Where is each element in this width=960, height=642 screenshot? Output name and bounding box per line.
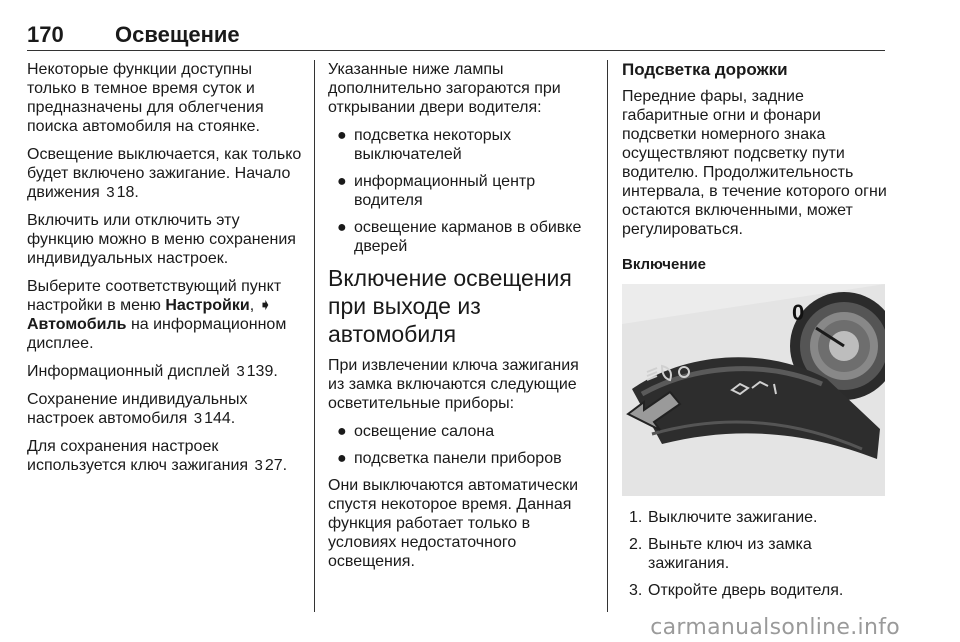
paragraph: Выберите соответствующий пункт настройки в меню Настройки, ➧ Автомобиль на информационном дисплее.	[27, 278, 287, 352]
list-item-text: освещение карманов в обивке дверей	[354, 219, 582, 255]
page-ref-icon: 3	[236, 363, 245, 380]
list-item-text: информационный центр водителя	[354, 173, 536, 209]
menu-item-settings: Настройки	[165, 297, 250, 314]
bullet-icon: ●	[337, 423, 347, 440]
page-ref[interactable]: 27.	[264, 457, 288, 474]
step-number: 1.	[629, 509, 643, 526]
list-item	[328, 172, 596, 210]
step-text: Откройте дверь водителя.	[648, 582, 844, 599]
step-item	[622, 535, 887, 573]
figure-label-zero: 0	[792, 300, 805, 325]
paragraph-text: Для сохранения настроек используется ключ зажигания	[27, 438, 249, 474]
page-number: 170	[27, 22, 64, 47]
paragraph: При извлечении ключа зажигания из замка включаются следующие осветительные приборы:	[328, 357, 579, 412]
step-text: Выньте ключ из замка зажигания.	[648, 536, 812, 572]
list-item	[328, 218, 596, 256]
list-item	[328, 126, 596, 164]
list-item-text: подсветка некоторых выключателей	[354, 127, 512, 163]
paragraph	[27, 145, 302, 202]
paragraph: Они выключаются автоматически спустя некоторое время. Данная функция работает только в условиях недостаточного освещения.	[328, 477, 579, 570]
page-ref[interactable]: 18.	[116, 184, 139, 201]
page-ref[interactable]: 144.	[204, 410, 236, 427]
paragraph-text: Сохранение индивидуальных настроек автомобиля	[27, 391, 248, 427]
step-text: Выключите зажигание.	[648, 509, 818, 526]
page-ref[interactable]: 139.	[246, 363, 278, 380]
paragraph: Некоторые функции доступны только в темное время суток и предназначены для облегчения поиска автомобиля на стоянке.	[27, 61, 264, 135]
column-3	[622, 60, 887, 608]
list-item-text: подсветка панели приборов	[354, 450, 562, 467]
paragraph: Включить или отключить эту функцию можно в меню сохранения индивидуальных настроек.	[27, 212, 296, 267]
paragraph-text: на информационном дисплее.	[27, 316, 287, 352]
step-list	[622, 508, 887, 600]
column-2	[328, 60, 596, 580]
list-item-text: освещение салона	[354, 423, 495, 440]
bullet-list	[328, 126, 596, 256]
bullet-icon: ●	[337, 127, 347, 144]
paragraph: Указанные ниже лампы дополнительно загораются при открывании двери водителя:	[328, 61, 561, 116]
step-number: 3.	[629, 582, 643, 599]
page-ref-icon: 3	[254, 457, 263, 474]
paragraph-text: Информационный дисплей	[27, 363, 230, 380]
page-ref-icon: 3	[106, 184, 115, 201]
light-stalk-illustration	[622, 284, 885, 496]
step-item	[622, 581, 887, 600]
paragraph: Передние фары, задние габаритные огни и фонари подсветки номерного знака осуществляют подсветку пути водителю. Продолжительность интервала, в течение которого огни остаются включенными, может регулироваться.	[622, 88, 887, 238]
paragraph	[27, 437, 302, 475]
section-heading: Включение освещения при выходе из автомобиля	[328, 265, 572, 347]
paragraph-text: Выберите соответствующий пункт настройки в меню	[27, 278, 282, 314]
light-switch-figure	[622, 284, 885, 496]
section-heading: Подсветка дорожки	[622, 60, 788, 79]
list-item	[328, 449, 596, 468]
watermark: carmanualsonline.info	[650, 615, 900, 640]
bullet-icon: ●	[337, 450, 347, 467]
subheading: Включение	[622, 256, 706, 273]
column-divider	[314, 60, 315, 612]
column-divider	[607, 60, 608, 612]
step-number: 2.	[629, 536, 643, 553]
paragraph	[27, 362, 302, 381]
bullet-icon: ●	[337, 173, 347, 190]
bullet-list	[328, 422, 596, 468]
bullet-icon: ●	[337, 219, 347, 236]
header-rule	[27, 50, 885, 51]
page-header	[27, 22, 883, 52]
list-item	[328, 422, 596, 441]
page-ref-icon: 3	[193, 410, 203, 427]
menu-item-vehicle: Автомобиль	[27, 316, 127, 333]
paragraph	[27, 390, 302, 428]
menu-arrow-icon: ➧	[258, 297, 273, 314]
column-1	[27, 60, 302, 484]
paragraph-text: Освещение выключается, как только будет включено зажигание. Начало движения	[27, 146, 302, 201]
step-item	[622, 508, 887, 527]
page-title: Освещение	[115, 22, 240, 47]
